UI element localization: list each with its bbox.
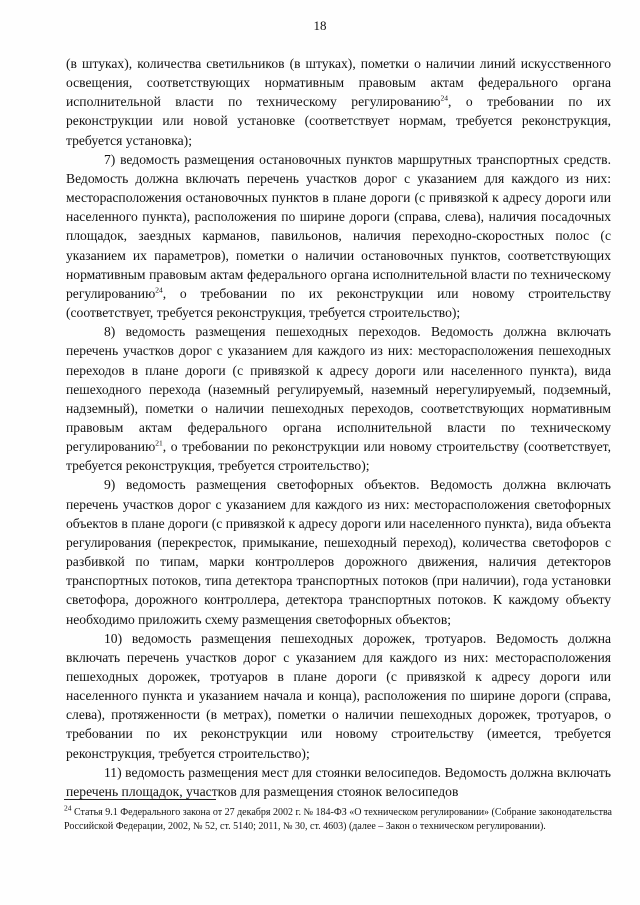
paragraph: 7) ведомость размещения остановочных пунктов маршрутных транспортных средств. Ведомость должна включать перечень участков дорог с указанием для каждого из них: месторасположения остановочных пунктов в плане дороги (с привязкой к адресу дороги или населенного пункта), расположения по ширине дороги (справа, слева), наличия посадочных площадок, заездных карманов, павильонов, наличия переходно-скоростных полос (с указанием их параметров), пометки о наличии остановочных пунктов, соответствующих нормативным правовым актам федерального органа исполнительной власти по техническому регулированию$^{24}$, о требовании по их реконструкции или новому строительству (соответствует, требуется реконструкция, требуется строительство); [66, 151, 611, 321]
paragraph: 11) ведомость размещения мест для стоянки велосипедов. Ведомость должна включать перечень площадок, участков для размещения стоянок велосипедов [66, 764, 611, 799]
paragraph: (в штуках), количества светильников (в штуках), пометки о наличии линий искусственного освещения, соответствующих нормативным правовым актам федерального органа исполнительной власти по техническому регулированию$^{24}$, о требовании по их реконструкции или новой установке (соответствует нормам, требуется реконструкция, требуется установка); [66, 56, 611, 148]
paragraph: 9) ведомость размещения светофорных объектов. Ведомость должна включать перечень участков дорог с указанием для каждого из них: месторасположения светофорных объектов в плане дороги (с привязкой к адресу дороги или населенного пункта), вида объекта регулирования (перекресток, примыкание, пешеходный переход), количества светофоров с разбивкой по типам, марки контроллеров дорожного движения, наличия детекторов транспортных потоков, типа детектора транспортных потоков (при наличии), года установки светофора, дорожного контроллера, детектора транспортных потоков. К каждому объекту необходимо приложить схему размещения светофорных объектов; [66, 477, 611, 627]
paragraph: 8) ведомость размещения пешеходных переходов. Ведомость должна включать перечень участков дорог с указанием для каждого из них: месторасположения пешеходных переходов в плане дороги (с привязкой к адресу дороги или населенного пункта), вида пешеходного перехода (наземный регулируемый, наземный нерегулируемый, подземный, надземный), пометки о наличии пешеходных переходов, соответствующих нормативным правовым актам федерального органа исполнительной власти по техническому регулированию$^{21}$, о требовании по реконструкции или новому строительству (соответствует, требуется реконструкция, требуется строительство); [66, 324, 611, 474]
footnote-mark: 24 [64, 803, 72, 813]
footnote-reference: 24 [440, 93, 449, 103]
paragraph: 10) ведомость размещения пешеходных дорожек, тротуаров. Ведомость должна включать перечень участков дорог с указанием для каждого из них: месторасположения пешеходных дорожек, тротуаров в плане дороги (с привязкой к адресу дороги или населенного пункта и указанием начала и конца), расположения по ширине дороги (справа, слева), протяженности (в метрах), пометки о наличии пешеходных дорожек, тротуаров, о требовании по их реконструкции или новому строительству (имеется, требуется реконструкция, требуется строительство); [66, 630, 611, 761]
body-text [66, 54, 611, 801]
page-number: 18 [313, 18, 327, 33]
footnote-reference: 21 [155, 438, 163, 448]
footnote-text: Статья 9.1 Федерального закона от 27 декабря 2002 г. № 184-ФЗ «О техническом регулировании» (Собрание законодательства Российской Федерации, 2002, № 52, ст. 5140; 2011, № 30, ст. 4603) (далее – Закон о техническом регулировании). [64, 807, 612, 833]
footnote [64, 803, 612, 834]
footnote-reference: 24 [155, 285, 163, 295]
footnote-separator [64, 799, 216, 800]
